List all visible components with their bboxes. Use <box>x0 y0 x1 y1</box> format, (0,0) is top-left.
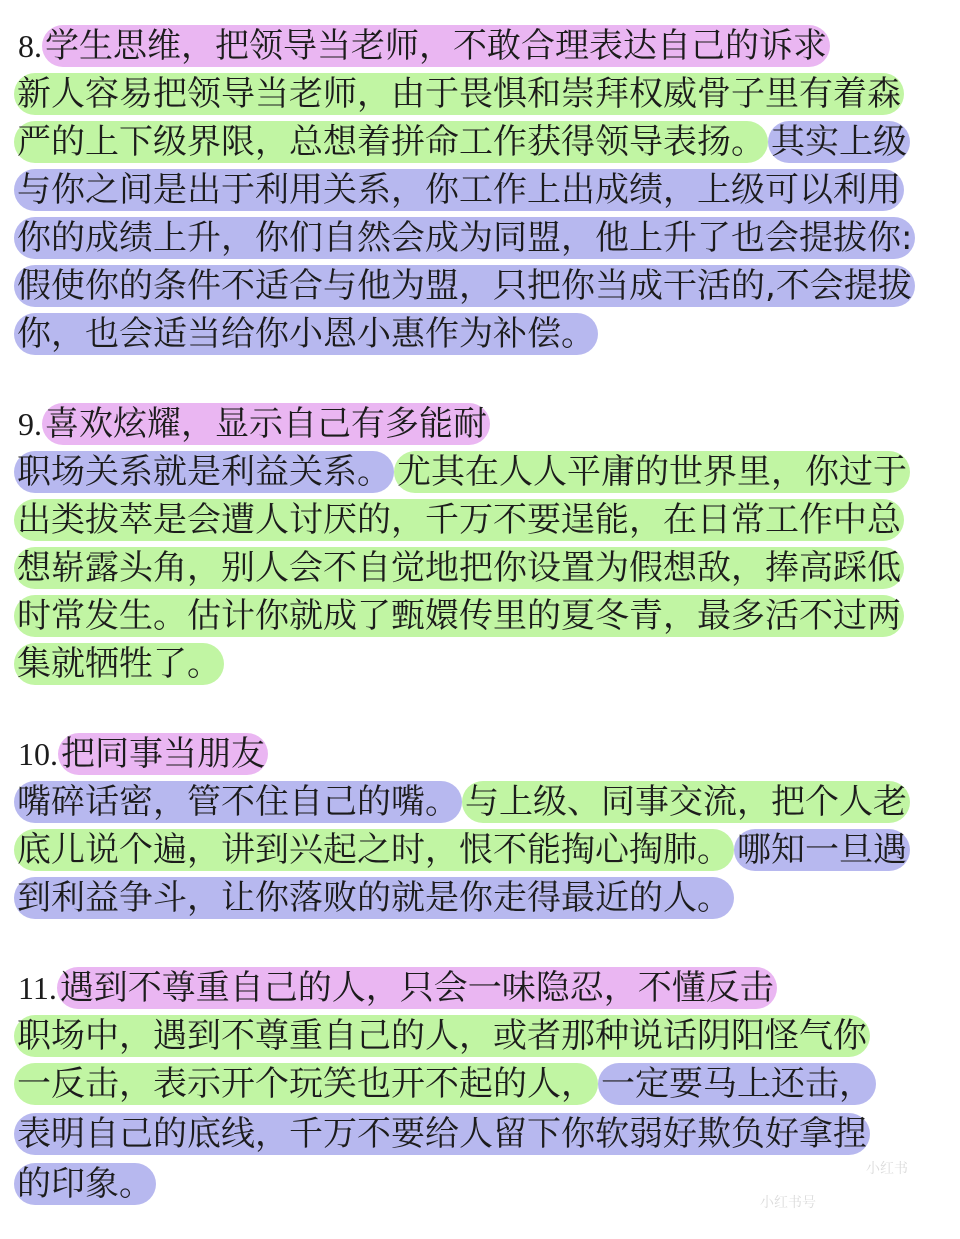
section-title: 把同事当朋友 <box>58 733 268 775</box>
text-line <box>14 1158 156 1206</box>
section-title: 学生思维，把领导当老师，不敢合理表达自己的诉求 <box>42 25 830 67</box>
section-number: 8. <box>18 27 42 64</box>
highlight-segment: 一定要马上还击， <box>598 1063 876 1105</box>
section-title: 遇到不尊重自己的人，只会一味隐忍，不懂反击 <box>57 967 777 1009</box>
highlight-segment: 尤其在人人平庸的世界里，你过于 <box>394 451 910 493</box>
text-line <box>14 1010 870 1058</box>
section-number: 9. <box>18 405 42 442</box>
text-line <box>14 494 904 542</box>
highlight-segment: 嘴碎话密，管不住自己的嘴。 <box>14 781 462 823</box>
highlight-segment: 与你之间是出于利用关系，你工作上出成绩，上级可以利用 <box>14 169 904 211</box>
highlight-segment: 其实上级 <box>768 121 910 163</box>
section-title: 喜欢炫耀，显示自己有多能耐 <box>42 403 490 445</box>
section-10-heading <box>18 728 268 776</box>
highlight-segment: 集就牺牲了。 <box>14 643 224 685</box>
highlight-segment: 一反击，表示开个玩笑也开不起的人， <box>14 1063 598 1105</box>
text-line <box>14 260 915 308</box>
highlight-segment: 假使你的条件不适合与他为盟，只把你当成干活的,不会提拔 <box>14 265 915 307</box>
highlight-segment: 哪知一旦遇 <box>734 829 910 871</box>
text-line <box>14 872 734 920</box>
section-11-heading <box>18 962 777 1010</box>
highlight-segment: 表明自己的底线，千万不要给人留下你软弱好欺负好拿捏 <box>14 1113 870 1155</box>
highlight-segment: 职场关系就是利益关系。 <box>14 451 394 493</box>
text-line <box>14 164 904 212</box>
text-line <box>14 116 910 164</box>
text-line <box>14 1058 876 1106</box>
highlight-segment: 你的成绩上升，你们自然会成为同盟，他上升了也会提拔你: <box>14 217 915 259</box>
highlight-segment: 时常发生。估计你就成了甄嬛传里的夏冬青，最多活不过两 <box>14 595 904 637</box>
watermark-logo: 小红书 <box>866 1160 908 1176</box>
highlight-segment: 出类拔萃是会遭人讨厌的，千万不要逞能，在日常工作中总 <box>14 499 904 541</box>
highlight-segment: 与上级、同事交流，把个人老 <box>462 781 910 823</box>
highlight-segment: 你，也会适当给你小恩小惠作为补偿。 <box>14 313 598 355</box>
text-line <box>14 824 910 872</box>
highlight-segment: 的印象。 <box>14 1163 156 1205</box>
section-9-heading <box>18 398 490 446</box>
text-line <box>14 308 598 356</box>
section-8-heading <box>18 20 830 68</box>
highlight-segment: 新人容易把领导当老师，由于畏惧和崇拜权威骨子里有着森 <box>14 73 904 115</box>
text-line <box>14 542 904 590</box>
highlight-segment: 到利益争斗，让你落败的就是你走得最近的人。 <box>14 877 734 919</box>
section-number: 10. <box>18 735 58 772</box>
section-number: 11. <box>18 969 57 1006</box>
highlight-segment: 严的上下级界限，总想着拼命工作获得领导表扬。 <box>14 121 768 163</box>
text-line <box>14 1108 870 1156</box>
text-line <box>14 68 904 116</box>
text-line <box>14 776 910 824</box>
text-line <box>14 590 904 638</box>
highlight-segment: 职场中，遇到不尊重自己的人，或者那种说话阴阳怪气你 <box>14 1015 870 1057</box>
watermark-id: 小红书号 <box>760 1194 816 1210</box>
highlight-segment: 底儿说个遍，讲到兴起之时，恨不能掏心掏肺。 <box>14 829 734 871</box>
text-line <box>14 638 224 686</box>
highlight-segment: 想崭露头角，别人会不自觉地把你设置为假想敌，捧高踩低 <box>14 547 904 589</box>
text-line <box>14 446 910 494</box>
text-line <box>14 212 915 260</box>
